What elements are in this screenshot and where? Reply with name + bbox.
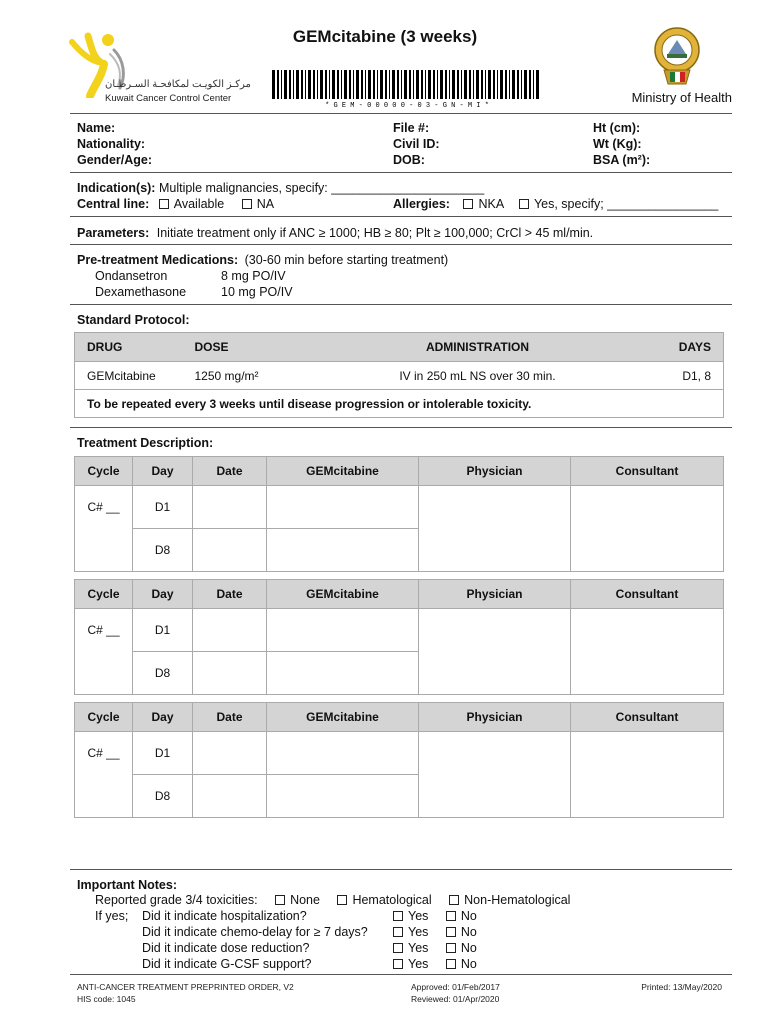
treatment-row	[75, 609, 724, 652]
treatment-table-3	[74, 702, 724, 818]
date-cell[interactable]	[193, 732, 267, 775]
available-label: Available	[173, 197, 225, 211]
col-cycle: Cycle	[75, 457, 133, 486]
barcode-bar	[440, 70, 443, 99]
none-label: None	[290, 893, 320, 907]
col-consultant: Consultant	[571, 703, 724, 732]
yes-specify-label[interactable]: Yes, specify; ________________	[533, 197, 719, 211]
toxicity-label: Reported grade 3/4 toxicities:	[95, 893, 258, 907]
col-consultant: Consultant	[571, 580, 724, 609]
yes-no-row	[393, 924, 477, 940]
yes-no-row	[393, 940, 477, 956]
barcode-bar	[389, 70, 390, 99]
divider	[70, 869, 732, 870]
no-checkbox[interactable]	[446, 927, 456, 937]
hematological-label: Hematological	[352, 893, 432, 907]
col-physician: Physician	[419, 457, 571, 486]
barcode-bar	[284, 70, 287, 99]
barcode-bar	[344, 70, 347, 99]
protocol-repeat-row	[75, 390, 724, 418]
treatment-row	[75, 732, 724, 775]
date-cell[interactable]	[193, 529, 267, 572]
weight-label: Wt (Kg):	[593, 137, 642, 151]
premed-drug-2: Dexamethasone	[95, 285, 187, 299]
barcode-bar	[296, 70, 299, 99]
yes-specify-checkbox[interactable]	[519, 199, 529, 209]
barcode-bar	[413, 70, 414, 99]
yes-no-row	[393, 956, 477, 972]
protocol-days: D1, 8	[623, 362, 724, 390]
barcode-bar	[313, 70, 315, 99]
file-number-label: File #:	[393, 121, 430, 135]
allergies-label: Allergies:	[393, 197, 450, 211]
barcode-bar	[512, 70, 515, 99]
barcode-bar	[517, 70, 519, 99]
col-day: Day	[133, 580, 193, 609]
barcode-bar	[317, 70, 318, 99]
barcode-bar	[308, 70, 311, 99]
day-label: D1	[133, 486, 193, 529]
premed-dose-1: 8 mg PO/IV	[221, 269, 286, 283]
footer-reviewed: Reviewed: 01/Apr/2020	[411, 994, 500, 1004]
col-cycle: Cycle	[75, 580, 133, 609]
barcode-bar	[457, 70, 459, 99]
barcode-bar	[469, 70, 471, 99]
barcode-bar	[320, 70, 323, 99]
day-label: D8	[133, 529, 193, 572]
treatment-row	[75, 486, 724, 529]
protocol-row	[75, 362, 724, 390]
protocol-drug: GEMcitabine	[75, 362, 183, 390]
no-checkbox[interactable]	[446, 943, 456, 953]
yes-checkbox[interactable]	[393, 943, 403, 953]
barcode-bar	[428, 70, 431, 99]
consultant-cell[interactable]	[571, 609, 724, 695]
no-checkbox[interactable]	[446, 959, 456, 969]
barcode-bar	[485, 70, 486, 99]
divider	[70, 244, 732, 245]
col-gemcitabine: GEMcitabine	[267, 457, 419, 486]
divider	[70, 172, 732, 173]
col-physician: Physician	[419, 580, 571, 609]
barcode-bar	[521, 70, 522, 99]
barcode-bar	[493, 70, 495, 99]
barcode-bar	[373, 70, 375, 99]
height-label: Ht (cm):	[593, 121, 641, 135]
barcode	[270, 70, 544, 108]
premed-row	[77, 252, 448, 268]
question-hospitalization: Did it indicate hospitalization?	[142, 909, 307, 923]
barcode-bar	[401, 70, 402, 99]
none-checkbox[interactable]	[275, 895, 285, 905]
gemcitabine-cell[interactable]	[267, 609, 419, 652]
day-label: D8	[133, 775, 193, 818]
allergies-row	[393, 196, 718, 212]
yes-label: Yes	[408, 957, 429, 971]
barcode-bar	[488, 70, 491, 99]
cycle-number[interactable]: C# __	[75, 486, 133, 572]
barcode-bar	[416, 70, 419, 99]
nka-checkbox[interactable]	[463, 199, 473, 209]
barcode-bar	[449, 70, 450, 99]
barcode-bar	[529, 70, 531, 99]
no-label: No	[460, 941, 477, 955]
footer-form-name: ANTI-CANCER TREATMENT PREPRINTED ORDER, V2	[77, 982, 294, 992]
barcode-bar	[425, 70, 426, 99]
barcode-bar	[533, 70, 534, 99]
footer-his-code: HIS code: 1045	[77, 994, 136, 1004]
barcode-bar	[524, 70, 527, 99]
barcode-bar	[365, 70, 366, 99]
physician-cell[interactable]	[419, 732, 571, 818]
barcode-bar	[277, 70, 279, 99]
premed-dose-2: 10 mg PO/IV	[221, 285, 293, 299]
yes-checkbox[interactable]	[393, 959, 403, 969]
gemcitabine-cell[interactable]	[267, 775, 419, 818]
physician-cell[interactable]	[419, 609, 571, 695]
no-label: No	[460, 909, 477, 923]
if-yes-label: If yes;	[95, 909, 129, 923]
col-administration: ADMINISTRATION	[333, 333, 623, 362]
day-label: D1	[133, 732, 193, 775]
gemcitabine-cell[interactable]	[267, 732, 419, 775]
col-cycle: Cycle	[75, 703, 133, 732]
yes-checkbox[interactable]	[393, 927, 403, 937]
barcode-bar	[392, 70, 395, 99]
no-label: No	[460, 925, 477, 939]
barcode-bar	[361, 70, 363, 99]
divider	[70, 113, 732, 114]
consultant-cell[interactable]	[571, 486, 724, 572]
premed-label: Pre-treatment Medications:	[77, 253, 239, 267]
central-line-row	[77, 196, 274, 212]
treatment-header-row	[75, 703, 724, 732]
footer-printed: Printed: 13/May/2020	[641, 982, 722, 992]
date-cell[interactable]	[193, 775, 267, 818]
barcode-bar	[353, 70, 354, 99]
protocol-header-row	[75, 333, 724, 362]
barcode-bar	[385, 70, 387, 99]
barcode-bar	[509, 70, 510, 99]
available-checkbox[interactable]	[159, 199, 169, 209]
barcode-bar	[272, 70, 275, 99]
cycle-number[interactable]: C# __	[75, 609, 133, 695]
page-title: GEMcitabine (3 weeks)	[292, 27, 478, 46]
col-consultant: Consultant	[571, 457, 724, 486]
treatment-header-row	[75, 457, 724, 486]
barcode-bar	[377, 70, 378, 99]
divider	[70, 427, 732, 428]
barcode-bar	[329, 70, 330, 99]
barcode-bar	[289, 70, 291, 99]
kuwait-emblem	[650, 26, 704, 88]
cycle-number[interactable]: C# __	[75, 732, 133, 818]
question-gcsf: Did it indicate G-CSF support?	[142, 957, 312, 971]
footer-approved: Approved: 01/Feb/2017	[411, 982, 500, 992]
yes-no-row	[393, 908, 477, 924]
nka-label: NKA	[478, 197, 504, 211]
yes-label: Yes	[408, 941, 429, 955]
yes-label: Yes	[408, 925, 429, 939]
barcode-bar	[433, 70, 435, 99]
barcode-bar	[473, 70, 474, 99]
date-cell[interactable]	[193, 486, 267, 529]
barcode-bar	[397, 70, 399, 99]
barcode-bar	[368, 70, 371, 99]
barcode-bar	[476, 70, 479, 99]
hematological-checkbox[interactable]	[337, 895, 347, 905]
non-hematological-checkbox[interactable]	[449, 895, 459, 905]
date-cell[interactable]	[193, 609, 267, 652]
protocol-dose: 1250 mg/m²	[183, 362, 333, 390]
barcode-bar	[332, 70, 335, 99]
protocol-label: Standard Protocol:	[77, 313, 190, 327]
protocol-repeat-note: To be repeated every 3 weeks until disease progression or intolerable toxicity.	[75, 390, 724, 418]
central-line-label: Central line:	[77, 197, 150, 211]
ministry-name: Ministry of Health	[631, 90, 732, 105]
indication-row	[77, 180, 484, 196]
col-gemcitabine: GEMcitabine	[267, 703, 419, 732]
barcode-bar	[464, 70, 467, 99]
indication-text[interactable]: Multiple malignancies, specify: ______________________	[158, 181, 485, 195]
barcode-bar	[301, 70, 303, 99]
barcode-bar	[445, 70, 447, 99]
premed-note: (30-60 min before starting treatment)	[244, 253, 449, 267]
barcode-bar	[305, 70, 306, 99]
divider	[70, 304, 732, 305]
yes-checkbox[interactable]	[393, 911, 403, 921]
barcode-bar	[349, 70, 351, 99]
yes-label: Yes	[408, 909, 429, 923]
question-chemo-delay: Did it indicate chemo-delay for ≥ 7 days?	[142, 925, 368, 939]
org-name-arabic: مركـز الكويـت لمكافحـة السـرطـان	[105, 79, 251, 90]
barcode-bar	[497, 70, 498, 99]
protocol-administration: IV in 250 mL NS over 30 min.	[333, 362, 623, 390]
barcode-bar	[337, 70, 339, 99]
no-checkbox[interactable]	[446, 911, 456, 921]
org-name-english: Kuwait Cancer Control Center	[105, 93, 232, 104]
barcode-bar	[505, 70, 507, 99]
bsa-label: BSA (m²):	[593, 153, 651, 167]
na-checkbox[interactable]	[242, 199, 252, 209]
premed-drug-1: Ondansetron	[95, 269, 168, 283]
no-label: No	[460, 957, 477, 971]
date-cell[interactable]	[193, 652, 267, 695]
treatment-label: Treatment Description:	[77, 436, 214, 450]
treatment-header-row	[75, 580, 724, 609]
parameters-row	[77, 225, 593, 241]
indication-label: Indication(s):	[77, 181, 156, 195]
barcode-bar	[380, 70, 383, 99]
patient-name-label: Name:	[77, 121, 116, 135]
patient-gender-age-label: Gender/Age:	[77, 153, 153, 167]
barcode-bar	[341, 70, 342, 99]
col-day: Day	[133, 703, 193, 732]
barcode-bar	[461, 70, 462, 99]
gemcitabine-cell[interactable]	[267, 529, 419, 572]
parameters-text: Initiate treatment only if ANC ≥ 1000; HB ≥ 80; Plt ≥ 100,000; CrCl > 45 ml/min.	[156, 226, 594, 240]
col-drug: DRUG	[75, 333, 183, 362]
treatment-table-2	[74, 579, 724, 695]
barcode-bar	[536, 70, 539, 99]
barcode-bar	[293, 70, 294, 99]
col-physician: Physician	[419, 703, 571, 732]
gemcitabine-cell[interactable]	[267, 486, 419, 529]
col-days: DAYS	[623, 333, 724, 362]
barcode-bar	[452, 70, 455, 99]
barcode-bar	[281, 70, 282, 99]
divider	[70, 216, 732, 217]
parameters-label: Parameters:	[77, 226, 150, 240]
col-gemcitabine: GEMcitabine	[267, 580, 419, 609]
day-label: D8	[133, 652, 193, 695]
patient-nationality-label: Nationality:	[77, 137, 146, 151]
barcode-bar	[356, 70, 359, 99]
barcode-text: * G E M - 0 0 0 0 0 - 0 3 - G N - M I *	[325, 102, 489, 108]
barcode-bar	[325, 70, 327, 99]
toxicity-row	[95, 892, 570, 908]
divider	[70, 974, 732, 975]
civil-id-label: Civil ID:	[393, 137, 440, 151]
gemcitabine-cell[interactable]	[267, 652, 419, 695]
question-dose-reduction: Did it indicate dose reduction?	[142, 941, 310, 955]
col-date: Date	[193, 580, 267, 609]
barcode-bar	[404, 70, 407, 99]
barcode-bar	[421, 70, 423, 99]
physician-cell[interactable]	[419, 486, 571, 572]
barcode-bar	[437, 70, 438, 99]
barcode-bar	[409, 70, 411, 99]
col-dose: DOSE	[183, 333, 333, 362]
barcode-bar	[500, 70, 503, 99]
non-hematological-label: Non-Hematological	[464, 893, 571, 907]
treatment-table-1	[74, 456, 724, 572]
barcode-bar	[481, 70, 483, 99]
col-date: Date	[193, 457, 267, 486]
dob-label: DOB:	[393, 153, 425, 167]
na-label: NA	[256, 197, 275, 211]
col-date: Date	[193, 703, 267, 732]
col-day: Day	[133, 457, 193, 486]
day-label: D1	[133, 609, 193, 652]
consultant-cell[interactable]	[571, 732, 724, 818]
protocol-table	[74, 332, 724, 418]
notes-label: Important Notes:	[77, 878, 177, 892]
